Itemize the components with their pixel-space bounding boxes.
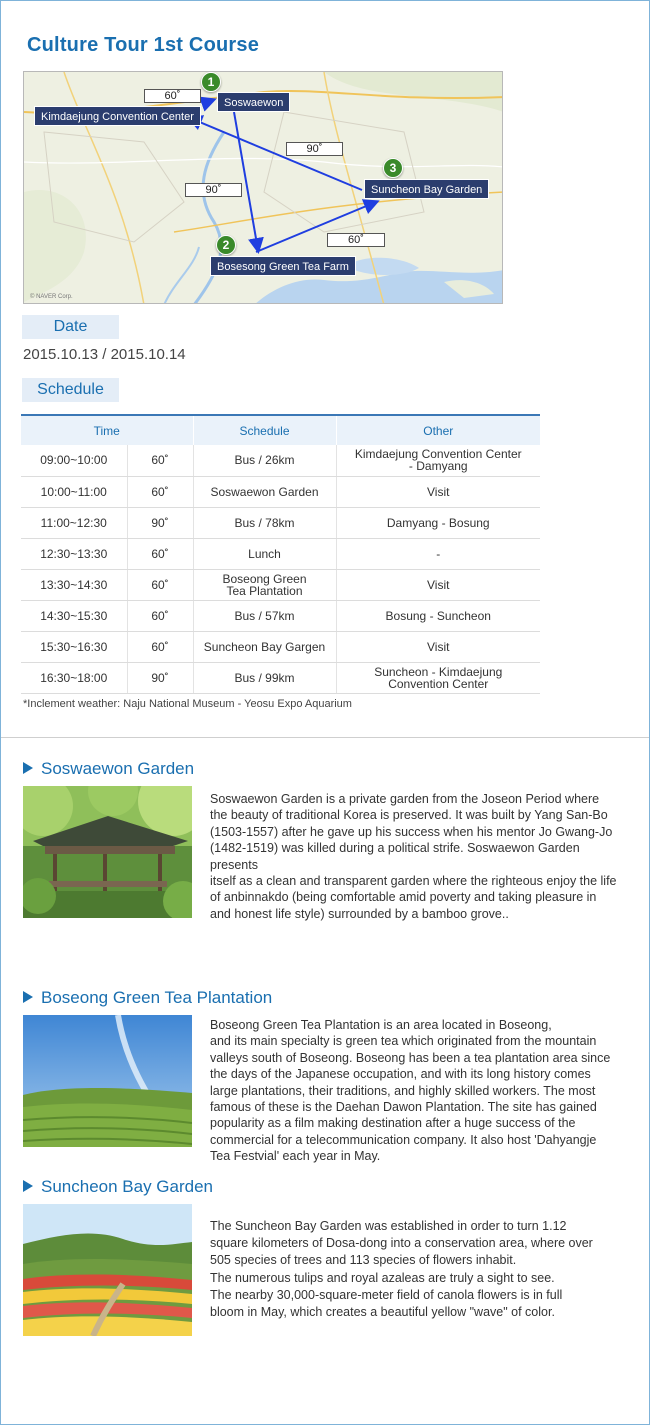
section-title-suncheon	[23, 1177, 213, 1197]
cell-duration: 60˚	[127, 600, 193, 631]
cell-other: Visit	[336, 631, 540, 662]
section-title-text: Suncheon Bay Garden	[41, 1177, 214, 1196]
map-copyright: © NAVER Corp.	[30, 294, 73, 300]
cell-time: 16:30~18:00	[21, 662, 127, 693]
place-soswaewon: Soswaewon	[217, 92, 290, 112]
weather-note: *Inclement weather: Naju National Museum - Yeosu Expo Aquarium	[23, 698, 352, 710]
section-text-boseong: Boseong Green Tea Plantation is an area located in Boseong, and its main specialty is green tea which originated from the mountain valleys south of Boseong. Boseong has been a tea plantation area since the days of the Japanese occupation, and with its long history comes large plantations, their traditions, and highly skilled workers. The most famous of these is the Daehan Dawon Plantation. The site has gained popularity as a film making destination after a huge success of the commercial for a telecommunication company. It also host 'Dahyangje Tea Festvial' each year in May.	[210, 1018, 611, 1164]
pin-1-icon: 1	[201, 72, 221, 92]
cell-duration: 60˚	[127, 631, 193, 662]
cell-duration: 60˚	[127, 538, 193, 569]
cell-duration: 90˚	[127, 662, 193, 693]
duration-middle: 90˚	[286, 142, 343, 156]
cell-time: 13:30~14:30	[21, 569, 127, 600]
cell-time: 10:00~11:00	[21, 476, 127, 507]
section-text-suncheon: The Suncheon Bay Garden was established in order to turn 1.12 square kilometers of Dosa-dong into a conservation area, where over 505 species of trees and 113 species of flowers inhabit. The numerous tulips and royal azaleas are truly a sight to see. The nearby 30,000-square-meter field of canola flowers is in full bloom in May, which creates a beautiful yellow "wave" of color.	[210, 1219, 593, 1320]
cell-time: 11:00~12:30	[21, 507, 127, 538]
place-suncheon: Suncheon Bay Garden	[364, 179, 489, 199]
section-title-text: Boseong Green Tea Plantation	[41, 988, 273, 1007]
cell-schedule: Bus / 57km	[193, 600, 336, 631]
cell-duration: 60˚	[127, 569, 193, 600]
cell-schedule: Bus / 78km	[193, 507, 336, 538]
table-row	[21, 600, 540, 631]
cell-other: Visit	[336, 476, 540, 507]
duration-bottom: 60˚	[327, 233, 385, 247]
table-row	[21, 569, 540, 600]
schedule-table	[21, 414, 540, 694]
triangle-bullet-icon	[23, 991, 33, 1003]
cell-schedule: Bus / 99km	[193, 662, 336, 693]
duration-left: 90˚	[185, 183, 242, 197]
cell-schedule: Bus / 26km	[193, 445, 336, 476]
photo-suncheon	[23, 1204, 192, 1336]
section-title-boseong	[23, 988, 272, 1008]
cell-time: 14:30~15:30	[21, 600, 127, 631]
table-row	[21, 445, 540, 476]
place-kimdaejung: Kimdaejung Convention Center	[34, 106, 201, 126]
table-row	[21, 476, 540, 507]
triangle-bullet-icon	[23, 762, 33, 774]
place-boseong: Bosesong Green Tea Farm	[210, 256, 356, 276]
cell-time: 15:30~16:30	[21, 631, 127, 662]
header-other: Other	[336, 415, 540, 445]
date-label: Date	[22, 315, 119, 339]
cell-duration: 90˚	[127, 507, 193, 538]
section-divider	[1, 737, 649, 738]
photo-boseong	[23, 1015, 192, 1147]
cell-duration: 60˚	[127, 476, 193, 507]
page-title: Culture Tour 1st Course	[27, 34, 260, 56]
section-title-soswaewon	[23, 759, 194, 779]
cell-time: 09:00~10:00	[21, 445, 127, 476]
photo-soswaewon	[23, 786, 192, 918]
cell-schedule: Lunch	[193, 538, 336, 569]
date-value: 2015.10.13 / 2015.10.14	[23, 346, 186, 363]
cell-duration: 60˚	[127, 445, 193, 476]
section-text-soswaewon: Soswaewon Garden is a private garden from the Joseon Period where the beauty of traditional Korea is preserved. It was built by Yang San-Bo (1503-1557) after he gave up his success when his mentor Jo Gwang-Jo (1482-1519) was killed during a political strife. Soswaewon Garden presents itself as a clean and transparent garden where the righteous enjoy the life of anbinnakdo (being comfortable amid poverty and taking pleasure in and honest life style) surrounded by a bamboo grove..	[210, 792, 617, 921]
cell-other: Damyang - Bosung	[336, 507, 540, 538]
table-row	[21, 662, 540, 693]
table-row	[21, 507, 540, 538]
pin-2-icon: 2	[216, 235, 236, 255]
table-row	[21, 538, 540, 569]
table-header-row	[21, 415, 540, 445]
cell-time: 12:30~13:30	[21, 538, 127, 569]
header-schedule: Schedule	[193, 415, 336, 445]
cell-schedule: Soswaewon Garden	[193, 476, 336, 507]
cell-schedule: Suncheon Bay Gargen	[193, 631, 336, 662]
pin-3-icon: 3	[383, 158, 403, 178]
triangle-bullet-icon	[23, 1180, 33, 1192]
cell-other: -	[336, 538, 540, 569]
section-title-text: Soswaewon Garden	[41, 759, 195, 778]
table-row	[21, 631, 540, 662]
cell-schedule: Boseong Green Tea Plantation	[193, 569, 336, 600]
cell-other: Visit	[336, 569, 540, 600]
schedule-label: Schedule	[22, 378, 119, 402]
duration-top: 60˚	[144, 89, 201, 103]
route-map	[23, 71, 503, 304]
cell-other: Bosung - Suncheon	[336, 600, 540, 631]
cell-other: Suncheon - Kimdaejung Convention Center	[336, 662, 540, 693]
header-time: Time	[21, 415, 193, 445]
cell-other: Kimdaejung Convention Center - Damyang	[336, 445, 540, 476]
